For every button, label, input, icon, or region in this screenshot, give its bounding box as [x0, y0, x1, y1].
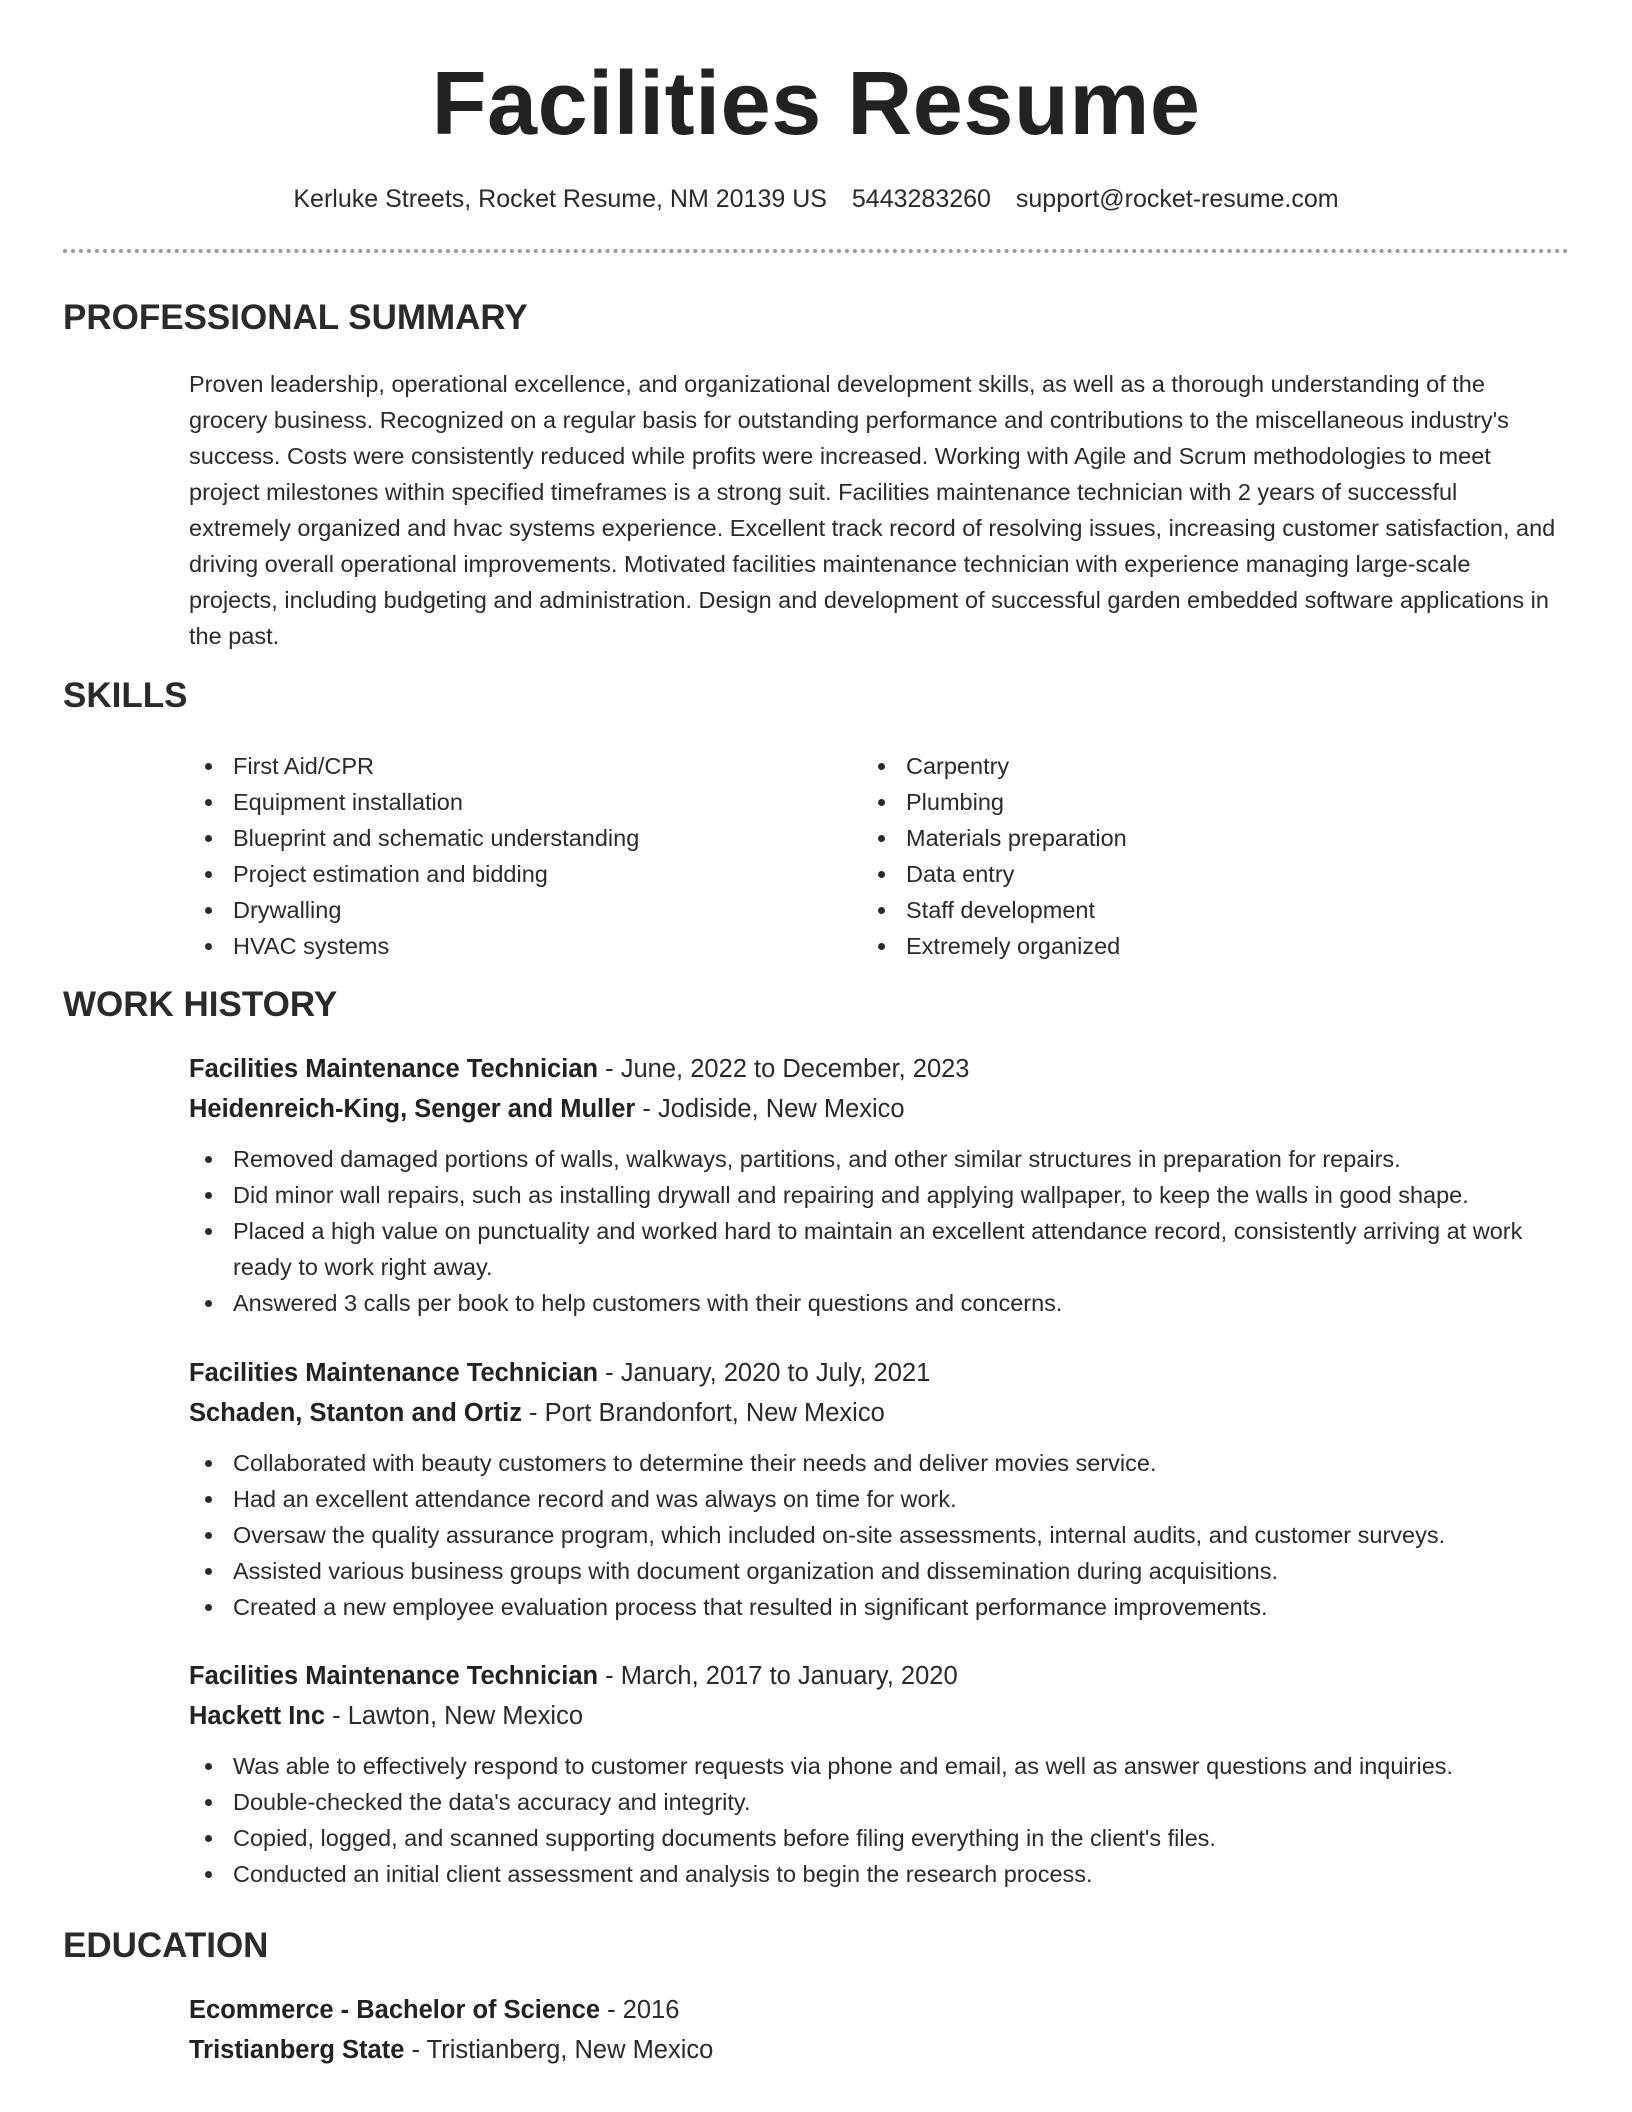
skills-heading: SKILLS	[63, 676, 188, 715]
job-entry	[189, 1353, 1569, 1625]
job-duties-list	[189, 1141, 1569, 1321]
job-dates: - March, 2017 to January, 2020	[605, 1662, 958, 1690]
job-company-line	[189, 1089, 1569, 1129]
job-title-line	[189, 1049, 1569, 1089]
job-company: Hackett Inc	[189, 1702, 326, 1730]
job-duty: Was able to effectively respond to customer requests via phone and email, as well as answer questions and inquiries.	[189, 1748, 1569, 1784]
job-duty: Placed a high value on punctuality and worked hard to maintain an excellent attendance record, consistently arriving at work ready to work right away.	[189, 1213, 1569, 1285]
skill-item: Project estimation and bidding	[189, 856, 849, 892]
job-title-line	[189, 1656, 1569, 1696]
education-entry	[189, 1990, 1569, 2070]
contact-email: support@rocket-resume.com	[1015, 185, 1339, 213]
skill-item: HVAC systems	[189, 928, 849, 964]
job-location: - Port Brandonfort, New Mexico	[529, 1399, 885, 1427]
job-dates: - June, 2022 to December, 2023	[605, 1055, 970, 1083]
job-company: Heidenreich-King, Senger and Muller	[189, 1095, 636, 1123]
education-degree-line	[189, 1990, 1569, 2030]
skill-item: Carpentry	[862, 748, 1522, 784]
job-duty: Copied, logged, and scanned supporting documents before filing everything in the client's files.	[189, 1820, 1569, 1856]
job-duty: Double-checked the data's accuracy and integrity.	[189, 1784, 1569, 1820]
job-company-line	[189, 1393, 1569, 1433]
work-history-heading: WORK HISTORY	[63, 985, 338, 1024]
job-duty: Collaborated with beauty customers to determine their needs and deliver movies service.	[189, 1445, 1569, 1481]
contact-phone: 5443283260	[851, 185, 991, 213]
summary-heading: PROFESSIONAL SUMMARY	[63, 298, 528, 337]
job-duty: Did minor wall repairs, such as installing drywall and repairing and applying wallpaper, to keep the walls in good shape.	[189, 1177, 1569, 1213]
header-divider	[63, 249, 1569, 253]
job-entry	[189, 1656, 1569, 1892]
contact-address: Kerluke Streets, Rocket Resume, NM 20139 US	[293, 185, 827, 213]
resume-title: Facilities Resume	[431, 54, 1201, 154]
education-year: - 2016	[607, 1996, 680, 2024]
summary-text: Proven leadership, operational excellence, and organizational development skills, as well as a thorough understanding of the grocery business. Recognized on a regular basis for outstanding performance and contributions to the miscellaneous industry's success. Costs were consistently reduced while profits were increased. Working with Agile and Scrum methodologies to meet project milestones within specified timeframes is a strong suit. Facilities maintenance technician with 2 years of successful extremely organized and hvac systems experience. Excellent track record of resolving issues, increasing customer satisfaction, and driving overall operational improvements. Motivated facilities maintenance technician with experience managing large-scale projects, including budgeting and administration. Design and development of successful garden embedded software applications in the past.	[189, 371, 1556, 649]
job-duty: Assisted various business groups with document organization and dissemination during acquisitions.	[189, 1553, 1569, 1589]
job-duty: Answered 3 calls per book to help customers with their questions and concerns.	[189, 1285, 1569, 1321]
job-entry	[189, 1049, 1569, 1321]
skills-list-right	[862, 748, 1522, 964]
job-duty: Created a new employee evaluation process that resulted in significant performance improvements.	[189, 1589, 1569, 1625]
skill-item: Drywalling	[189, 892, 849, 928]
education-location: - Tristianberg, New Mexico	[411, 2036, 714, 2064]
skill-item: Equipment installation	[189, 784, 849, 820]
skill-item: First Aid/CPR	[189, 748, 849, 784]
job-duties-list	[189, 1748, 1569, 1892]
skill-item: Extremely organized	[862, 928, 1522, 964]
education-school: Tristianberg State	[189, 2036, 405, 2064]
skill-item: Materials preparation	[862, 820, 1522, 856]
contact-line	[0, 182, 1632, 216]
job-title-line	[189, 1353, 1569, 1393]
education-heading: EDUCATION	[63, 1926, 269, 1965]
education-school-line	[189, 2030, 1569, 2070]
job-duty: Oversaw the quality assurance program, which included on-site assessments, internal audits, and customer surveys.	[189, 1517, 1569, 1553]
skill-item: Staff development	[862, 892, 1522, 928]
job-position: Facilities Maintenance Technician	[189, 1359, 599, 1387]
job-duty: Had an excellent attendance record and was always on time for work.	[189, 1481, 1569, 1517]
skill-item: Plumbing	[862, 784, 1522, 820]
job-position: Facilities Maintenance Technician	[189, 1662, 599, 1690]
job-duty: Removed damaged portions of walls, walkways, partitions, and other similar structures in preparation for repairs.	[189, 1141, 1569, 1177]
job-duties-list	[189, 1445, 1569, 1625]
job-company-line	[189, 1696, 1569, 1736]
job-duty: Conducted an initial client assessment and analysis to begin the research process.	[189, 1856, 1569, 1892]
job-company: Schaden, Stanton and Ortiz	[189, 1399, 522, 1427]
job-dates: - January, 2020 to July, 2021	[605, 1359, 931, 1387]
education-degree: Ecommerce - Bachelor of Science	[189, 1996, 601, 2024]
job-location: - Lawton, New Mexico	[332, 1702, 583, 1730]
skill-item: Data entry	[862, 856, 1522, 892]
skill-item: Blueprint and schematic understanding	[189, 820, 849, 856]
skills-list-left	[189, 748, 849, 964]
job-position: Facilities Maintenance Technician	[189, 1055, 599, 1083]
job-location: - Jodiside, New Mexico	[642, 1095, 905, 1123]
